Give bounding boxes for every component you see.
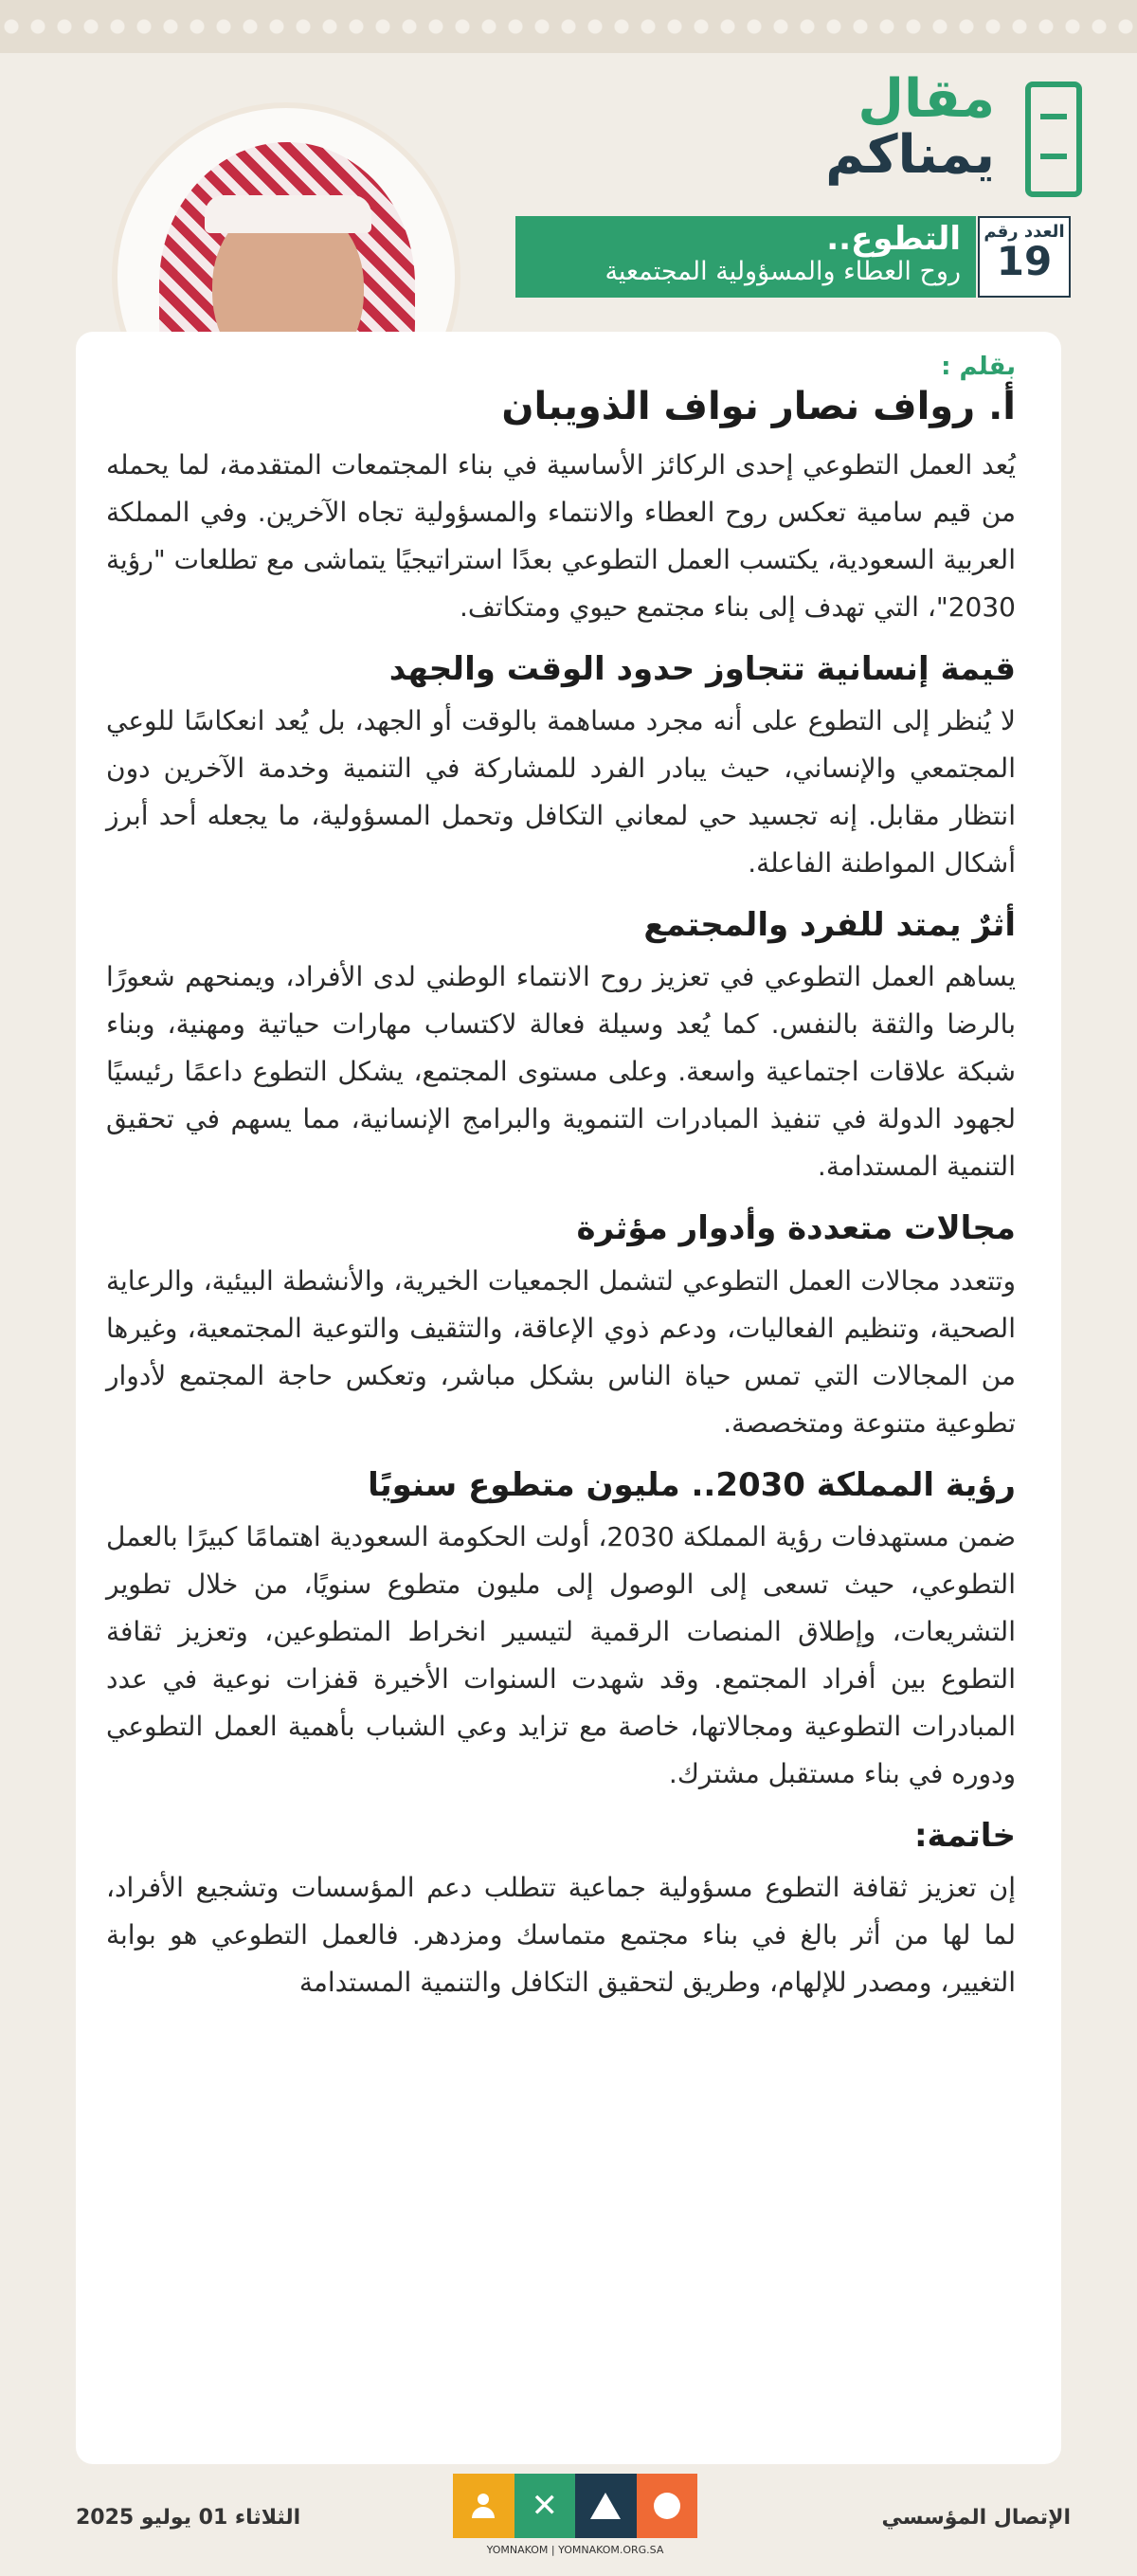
section-heading: أثرٌ يمتد للفرد والمجتمع [643, 906, 1016, 945]
tile-circle [637, 2474, 698, 2538]
topic-banner [515, 216, 976, 298]
circle-icon [654, 2493, 680, 2519]
cross-icon: ✕ [531, 2487, 558, 2525]
tile-user [453, 2474, 514, 2538]
tile-triangle [575, 2474, 637, 2538]
topic-subtitle: روح العطاء والمسؤولية المجتمعية [605, 257, 961, 287]
portrait-cap [205, 195, 371, 233]
masthead-line2: يمناكم [825, 123, 995, 186]
decorative-pattern-band [0, 0, 1137, 53]
section-heading: خاتمة: [913, 1816, 1016, 1855]
logo-mark-icon [1025, 82, 1082, 197]
article-panel [76, 332, 1061, 2464]
tile-cross [514, 2474, 576, 2538]
masthead-line1: مقال [857, 68, 995, 130]
user-icon [472, 2494, 495, 2518]
article-content [106, 353, 1016, 2023]
byline-label: بقلم : [941, 353, 1016, 381]
section-body: ضمن مستهدفات رؤية المملكة 2030، أولت الحكومة السعودية اهتمامًا كبيرًا بالعمل التطوعي، حيث تسعى إلى الوصول إلى مليون متطوع سنويًا، من خلال تطوير التشريعات، وإطلاق المنصات الرقمية لتيسير انخراط المتطوعين، وتعزيز ثقافة التطوع بين أفراد المجتمع. وقد شهدت السنوات الأخيرة قفزات نوعية في عدد المبادرات التطوعية ومجالاتها، خاصة مع تزايد وعي الشباب بأهمية العمل التطوعي ودوره في بناء مستقبل مشترك. [106, 1520, 1016, 1789]
footer-department: الإتصال المؤسسي [881, 2506, 1071, 2530]
triangle-icon [590, 2493, 621, 2519]
section-body: لا يُنظر إلى التطوع على أنه مجرد مساهمة بالوقت أو الجهد، بل يُعد انعكاسًا للوعي المجتمعي والإنساني، حيث يبادر الفرد للمشاركة في التنمية وخدمة الآخرين دون انتظار مقابل. إنه تجسيد حي لمعاني التكافل وتحمل المسؤولية، ما يجعله أحد أبرز أشكال المواطنة الفاعلة. [106, 705, 1016, 880]
section-body: وتتعدد مجالات العمل التطوعي لتشمل الجمعيات الخيرية، والأنشطة البيئية، والرعاية الصحية، وتنظيم الفعاليات، ودعم ذوي الإعاقة، والتثقيف والتوعية المجتمعية، وغيرها من المجالات التي تمس حياة الناس بشكل مباشر، وتعكس حاجة المجتمع لأدوار تطوعية متنوعة ومتخصصة. [106, 1264, 1016, 1439]
issue-number: 19 [996, 238, 1053, 284]
footer [0, 2474, 1137, 2576]
topic-title: التطوع.. [826, 220, 961, 258]
section-body: إن تعزيز ثقافة التطوع مسؤولية جماعية تتطلب دعم المؤسسات وتشجيع الأفراد، لما لها من أثر بالغ في بناء مجتمع متماسك ومزدهر. فالعمل التطوعي هو بوابة التغيير، ومصدر للإلهام، وطريق لتحقيق التكافل والتنمية المستدامة [106, 1871, 1016, 1998]
issue-label: العدد رقم [984, 222, 1065, 242]
author-name: أ. رواف نصار نواف الذويبان [501, 385, 1016, 428]
footer-date: الثلاثاء 01 يوليو 2025 [76, 2506, 301, 2530]
brand-tiles [453, 2474, 697, 2538]
section-heading: قيمة إنسانية تتجاوز حدود الوقت والجهد [388, 650, 1016, 688]
masthead [673, 68, 995, 186]
section-body: يساهم العمل التطوعي في تعزيز روح الانتماء الوطني لدى الأفراد، ويمنحهم شعورًا بالرضا والثقة بالنفس. كما يُعد وسيلة فعالة لاكتساب مهارات حياتية ومهنية، وبناء شبكة علاقات اجتماعية واسعة. وعلى مستوى المجتمع، يشكل التطوع داعمًا رئيسيًا لجهود الدولة في تنفيذ المبادرات التنموية والبرامج الإنسانية، مما يسهم في تحقيق التنمية المستدامة. [106, 961, 1016, 1183]
article-intro: يُعد العمل التطوعي إحدى الركائز الأساسية في بناء المجتمعات المتقدمة، لما يحمله من قيم سامية تعكس روح العطاء والانتماء والمسؤولية تجاه الآخرين. وفي المملكة العربية السعودية، يكتسب العمل التطوعي بعدًا استراتيجيًا يتماشى مع تطلعات "رؤية 2030"، التي تهدف إلى بناء مجتمع حيوي ومتكاتف. [106, 449, 1016, 623]
issue-badge [978, 216, 1071, 298]
footer-website[interactable]: YOMNAKOM | YOMNAKOM.ORG.SA [486, 2544, 664, 2556]
section-heading: رؤية المملكة 2030.. مليون متطوع سنويًا [368, 1465, 1016, 1504]
section-heading: مجالات متعددة وأدوار مؤثرة [576, 1209, 1016, 1248]
